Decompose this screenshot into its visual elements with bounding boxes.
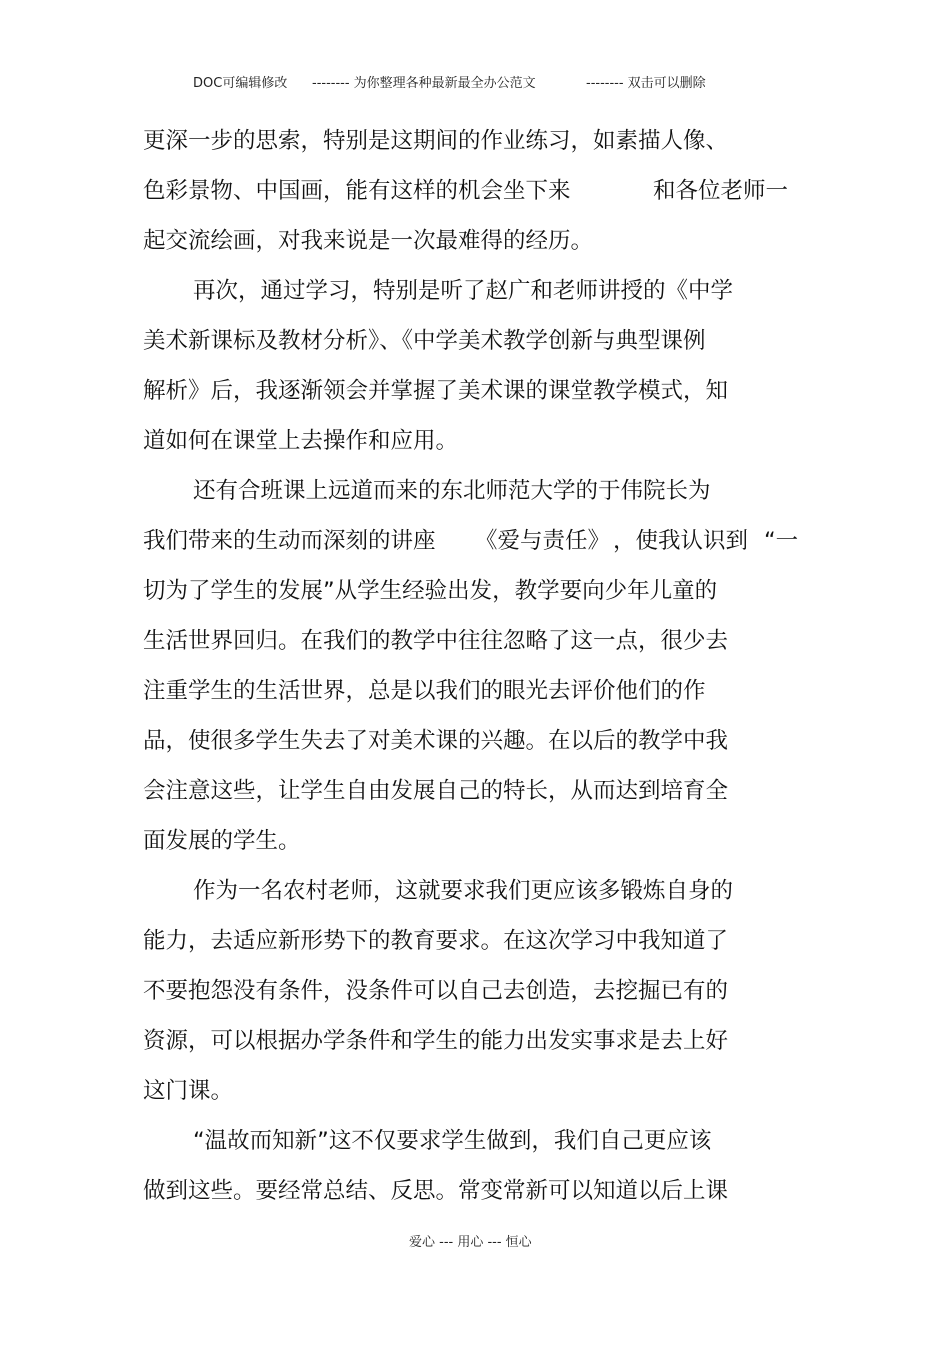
- text-segment: ，使我认识到: [613, 528, 749, 554]
- text-segment: 更深一步的思索，特别是这期间的作业练习，如素描人像、: [143, 128, 729, 154]
- text-line: [0, 521, 950, 561]
- text-line: [0, 771, 950, 811]
- footer-text: 爱心 --- 用心 --- 恒心: [409, 1235, 532, 1250]
- text-segment: 生活世界回归。在我们的教学中往往忽略了这一点，很少去: [143, 628, 729, 654]
- text-segment: 品，使很多学生失去了对美术课的兴趣。在以后的教学中我: [143, 728, 729, 754]
- text-line: [0, 171, 950, 211]
- text-segment: 道如何在课堂上去操作和应用。: [143, 428, 459, 454]
- text-segment: 注重学生的生活世界，总是以我们的眼光去评价他们的作: [143, 678, 706, 704]
- page-footer: [0, 1231, 950, 1253]
- text-segment: 切为了学生的发展”从学生经验出发，教学要向少年儿童的: [143, 578, 718, 604]
- text-segment: “温故而知新”这不仅要求学生做到，我们自己更应该: [193, 1128, 712, 1154]
- text-line: [0, 271, 950, 311]
- text-segment: 色彩景物、中国画，能有这样的机会坐下来: [143, 178, 571, 204]
- text-segment: 能力，去适应新形势下的教育要求。在这次学习中我知道了: [143, 928, 729, 954]
- header-right-text: -------- 双击可以删除: [586, 76, 706, 91]
- header-doc-label: DOC可编辑修改: [193, 76, 288, 91]
- text-segment: 起交流绘画，对我来说是一次最难得的经历。: [143, 228, 594, 254]
- text-segment: 再次，通过学习，特别是听了赵广和老师讲授的《中学: [193, 278, 734, 304]
- text-line: [0, 321, 950, 361]
- text-segment: 作为一名农村老师，这就要求我们更应该多锻炼自身的: [193, 878, 734, 904]
- text-line: [0, 371, 950, 411]
- text-line: [0, 121, 950, 161]
- text-segment: 做到这些。要经常总结、反思。常变常新可以知道以后上课: [143, 1178, 729, 1204]
- text-line: [0, 871, 950, 911]
- text-line: [0, 421, 950, 461]
- text-line: [0, 1021, 950, 1061]
- text-segment: 解析》后，我逐渐领会并掌握了美术课的课堂教学模式，知: [143, 378, 729, 404]
- text-line: [0, 821, 950, 861]
- text-line: [0, 971, 950, 1011]
- text-segment: 还有合班课上远道而来的东北师范大学的于伟院长为: [193, 478, 711, 504]
- text-line: [0, 1171, 950, 1211]
- text-segment: 面发展的学生。: [143, 828, 301, 854]
- text-line: [0, 921, 950, 961]
- text-line: [0, 1071, 950, 1111]
- text-segment: 会注意这些，让学生自由发展自己的特长，从而达到培育全: [143, 778, 729, 804]
- text-segment: 我们带来的生动而深刻的讲座: [143, 528, 436, 554]
- page-header: [0, 72, 950, 94]
- text-line: [0, 621, 950, 661]
- text-line: [0, 571, 950, 611]
- text-segment: 资源，可以根据办学条件和学生的能力出发实事求是去上好: [143, 1028, 729, 1054]
- text-segment: 《爱与责任》: [475, 528, 611, 554]
- text-line: [0, 471, 950, 511]
- text-line: [0, 721, 950, 761]
- header-middle-text: -------- 为你整理各种最新最全办公范文: [312, 76, 536, 91]
- text-line: [0, 671, 950, 711]
- text-segment: 这门课。: [143, 1078, 234, 1104]
- text-segment: 不要抱怨没有条件，没条件可以自己去创造，去挖掘已有的: [143, 978, 729, 1004]
- text-segment: “一: [764, 528, 799, 554]
- text-line: [0, 221, 950, 261]
- text-line: [0, 1121, 950, 1161]
- text-segment: 美术新课标及教材分析》、《中学美术教学创新与典型课例: [143, 328, 706, 354]
- text-segment: 和各位老师一: [653, 178, 789, 204]
